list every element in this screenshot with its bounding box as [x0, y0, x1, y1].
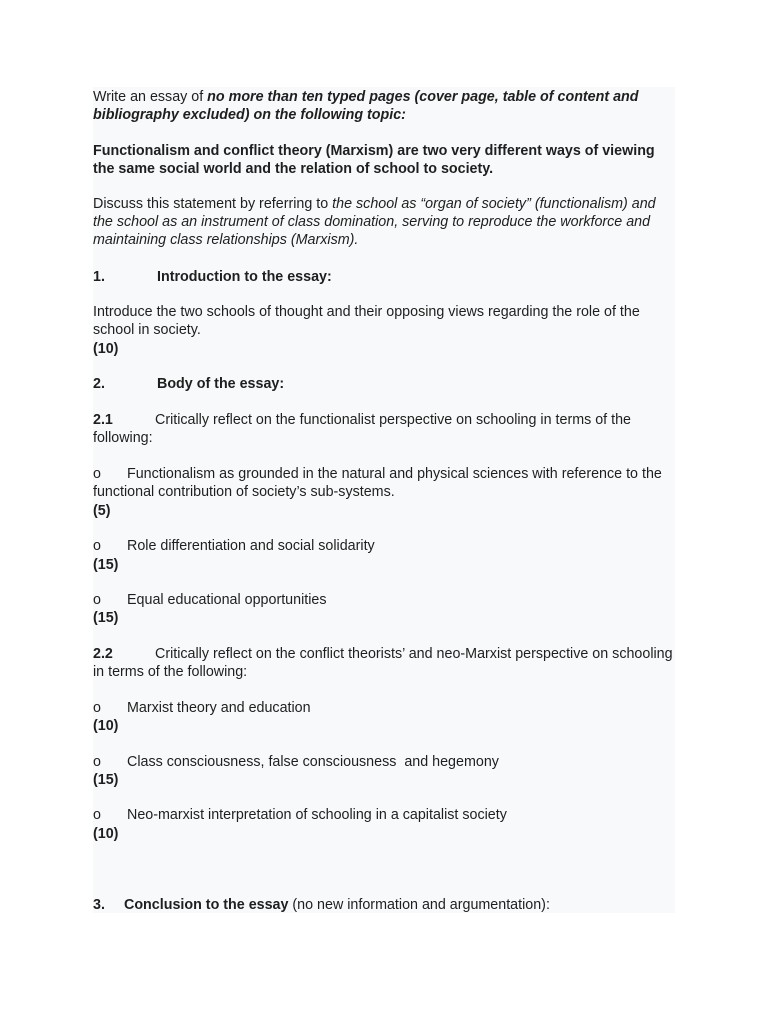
bullet-marker: o — [93, 700, 101, 716]
essay-topic: Functionalism and conflict theory (Marxism) are two very different ways of viewing the same social world and the relation of school to society. — [93, 143, 655, 178]
discuss-italic: the school as “organ of society” (functionalism) and the school as an instrument of class domination, serving to reproduce the workforce and maintaining class relationships (Marxism). — [93, 196, 656, 249]
subsection-2-2-text: Critically reflect on the conflict theorists’ and neo-Marxist perspective on schooling in terms of the following: — [93, 646, 673, 681]
list-item-marks: (15) — [93, 772, 119, 788]
intro-paragraph — [93, 88, 673, 124]
list-item-marks: (10) — [93, 718, 119, 734]
list-item-text: Class consciousness, false consciousness and hegemony — [127, 754, 499, 770]
section-1-number: 1. — [93, 269, 105, 285]
list-item-text: Neo-marxist interpretation of schooling in a capitalist society — [127, 807, 507, 823]
list-item — [93, 753, 673, 771]
bullet-marker: o — [93, 466, 101, 482]
list-item-marks: (5) — [93, 503, 111, 519]
subsection-2-1-text: Critically reflect on the functionalist perspective on schooling in terms of the following: — [93, 412, 631, 447]
section-2-title: Body of the essay: — [157, 376, 285, 392]
subsection-2-2-number: 2.2 — [93, 646, 113, 662]
intro-requirements: no more than ten typed pages (cover page, table of content and bibliography excluded) on the following topic: — [93, 89, 639, 124]
discuss-paragraph — [93, 195, 673, 250]
list-item — [93, 465, 673, 501]
list-item — [93, 591, 673, 609]
bullet-marker: o — [93, 592, 101, 608]
bullet-marker: o — [93, 538, 101, 554]
section-2-heading — [93, 375, 673, 393]
list-item — [93, 537, 673, 555]
list-item-marks: (15) — [93, 557, 119, 573]
list-item — [93, 806, 673, 824]
list-item-text: Role differentiation and social solidarity — [127, 538, 375, 554]
list-item-marks: (15) — [93, 610, 119, 626]
section-1-marks: (10) — [93, 341, 119, 357]
discuss-lead: Discuss this statement by referring to — [93, 196, 333, 212]
bullet-marker: o — [93, 807, 101, 823]
section-3-heading — [93, 896, 673, 914]
list-item-text: Equal educational opportunities — [127, 592, 327, 608]
list-item — [93, 699, 673, 717]
list-item-text: Functionalism as grounded in the natural and physical sciences with reference to the functional contribution of society’s sub-systems. — [93, 466, 662, 501]
subsection-2-2 — [93, 645, 673, 681]
section-1-title: Introduction to the essay: — [157, 269, 332, 285]
list-item-text: Marxist theory and education — [127, 700, 311, 716]
list-item-marks: (10) — [93, 826, 119, 842]
section-2-number: 2. — [93, 376, 105, 392]
section-1-text: Introduce the two schools of thought and their opposing views regarding the role of the school in society. — [93, 304, 640, 339]
subsection-2-1-number: 2.1 — [93, 412, 113, 428]
intro-lead: Write an essay of — [93, 89, 208, 105]
section-3-note: (no new information and argumentation): — [288, 897, 550, 913]
section-3-number: 3. — [93, 897, 105, 913]
section-3-title: Conclusion to the essay — [124, 897, 289, 913]
subsection-2-1 — [93, 411, 673, 447]
section-1-heading — [93, 268, 673, 286]
bullet-marker: o — [93, 754, 101, 770]
